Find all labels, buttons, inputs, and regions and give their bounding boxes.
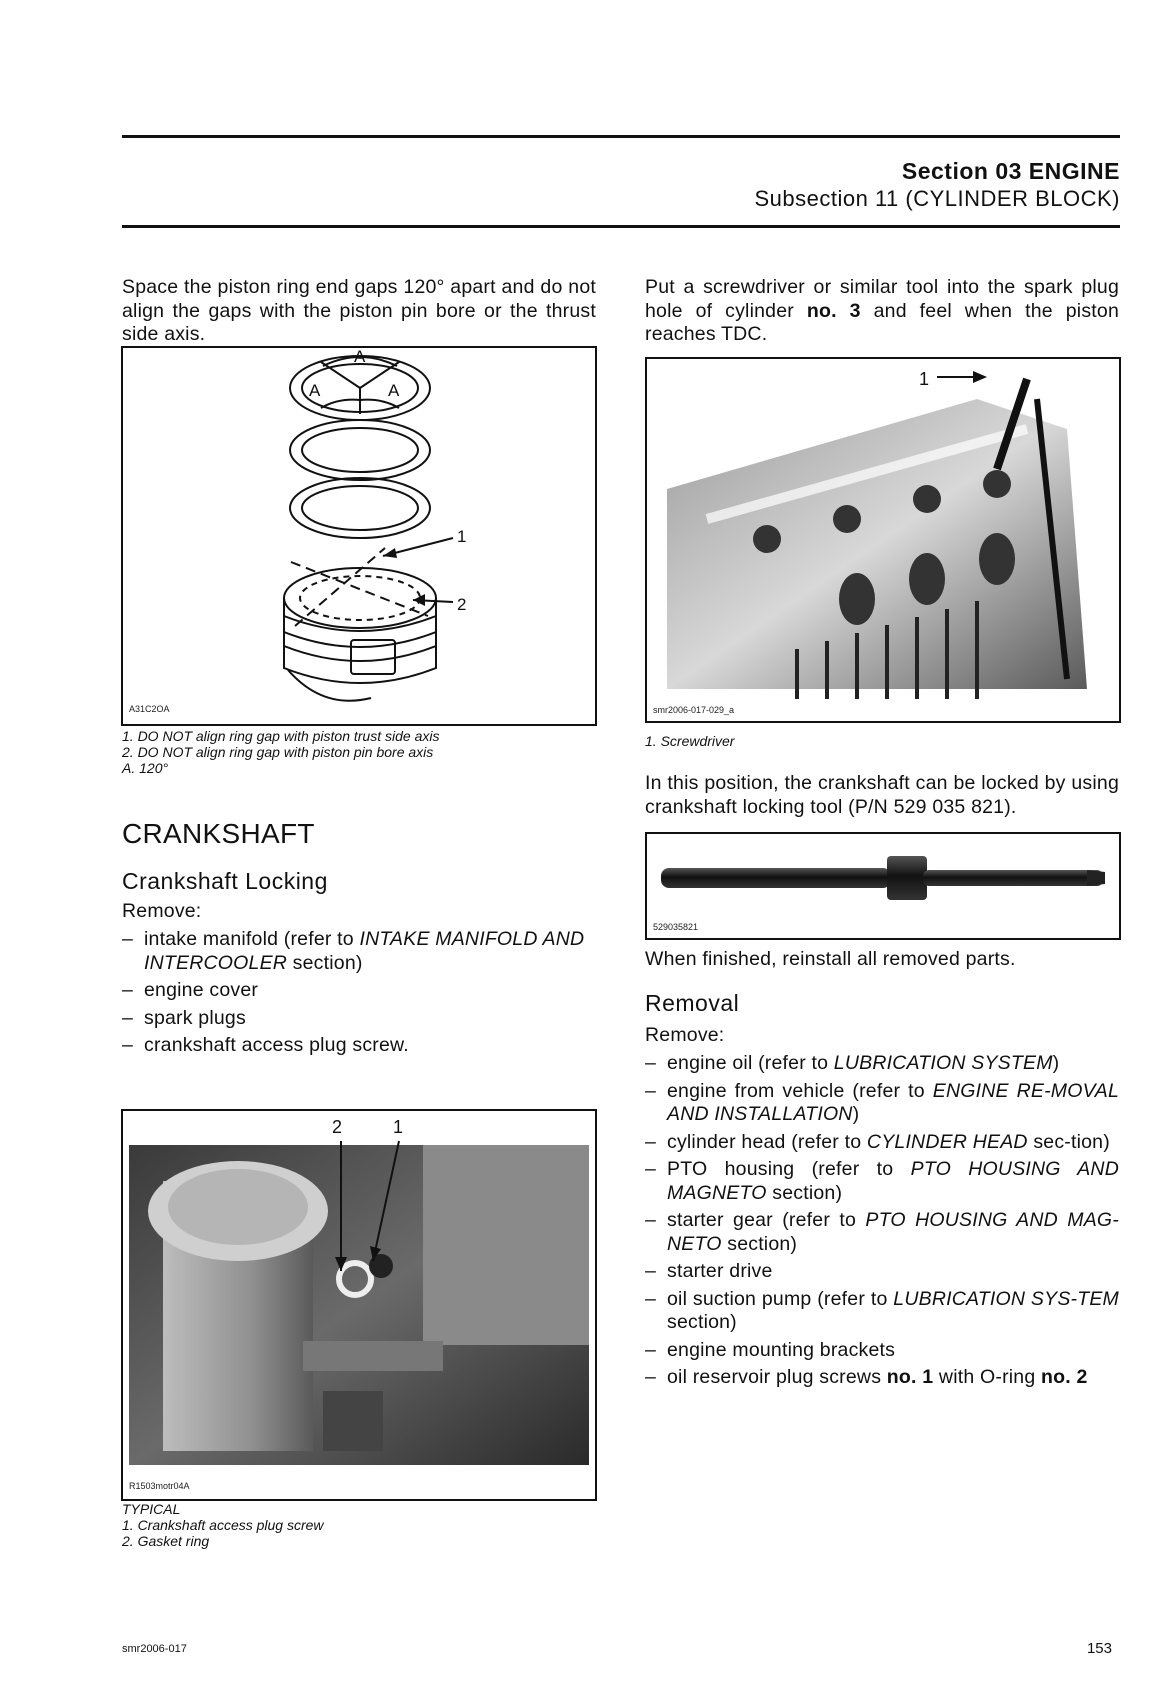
- caption-line: 2. Gasket ring: [122, 1533, 210, 1549]
- page-number: 153: [1086, 1640, 1112, 1657]
- removal-list: [645, 1052, 1119, 1394]
- figure-id: R1503motr04A: [129, 1481, 190, 1491]
- caption-line: A. 120°: [122, 760, 169, 776]
- removal-heading: Removal: [645, 990, 740, 1016]
- list-item: – PTO housing (refer to PTO HOUSING AND MAGNETO section): [645, 1158, 1119, 1205]
- angle-label-a-left: A: [309, 381, 321, 400]
- remove-label: Remove:: [122, 900, 202, 922]
- piston-ring-illustration: [123, 348, 595, 724]
- callout-1: 1: [393, 1117, 404, 1137]
- remove-label: Remove:: [645, 1024, 725, 1046]
- figure-id: A31C2OA: [129, 704, 170, 714]
- caption-title: TYPICAL: [122, 1501, 181, 1517]
- caption-line: 2. DO NOT align ring gap with piston pin bore axis: [122, 744, 434, 760]
- locking-tool-paragraph: In this position, the crankshaft can be locked by using crankshaft locking tool (P/N 529 035 821).: [645, 772, 1119, 818]
- piston-ring-figure: [121, 346, 597, 726]
- list-item: – cylinder head (refer to CYLINDER HEAD sec-tion): [645, 1131, 1119, 1155]
- locking-tool-figure: [645, 832, 1121, 940]
- figure-id: 529035821: [653, 922, 699, 932]
- section-title: Section 03 ENGINE: [901, 158, 1120, 184]
- list-item: – engine from vehicle (refer to ENGINE RE-MOVAL AND INSTALLATION): [645, 1080, 1119, 1127]
- list-item: – oil suction pump (refer to LUBRICATION SYS-TEM section): [645, 1288, 1119, 1335]
- caption-line: 1. Crankshaft access plug screw: [122, 1517, 324, 1533]
- crankshaft-plug-caption: [122, 1501, 324, 1549]
- crankshaft-plug-figure: [121, 1109, 597, 1501]
- locking-remove-list: [122, 928, 596, 1062]
- locking-tool-photo: [647, 834, 1119, 938]
- list-item: – crankshaft access plug screw.: [122, 1034, 596, 1058]
- list-item: – engine oil (refer to LUBRICATION SYSTEM): [645, 1052, 1119, 1076]
- header-top-rule: [122, 135, 1120, 138]
- callout-1: 1: [457, 527, 467, 546]
- header-bottom-rule: [122, 225, 1120, 228]
- list-item: – starter gear (refer to PTO HOUSING AND MAG-NETO section): [645, 1209, 1119, 1256]
- angle-label-a-top: A: [354, 348, 366, 366]
- finished-paragraph: When finished, reinstall all removed parts.: [645, 948, 1016, 970]
- list-item: – spark plugs: [122, 1007, 596, 1031]
- list-item: – engine cover: [122, 979, 596, 1003]
- caption-line: 1. Screwdriver: [645, 733, 735, 749]
- callout-1: 1: [919, 369, 930, 389]
- ring-gap-paragraph: Space the piston ring end gaps 120° apart and do not align the gaps with the piston pin bore or the thrust side axis.: [122, 276, 596, 345]
- engine-photo: [647, 359, 1119, 721]
- crankshaft-heading: CRANKSHAFT: [122, 818, 315, 849]
- piston-figure-caption: [122, 728, 439, 776]
- callout-2: 2: [457, 595, 467, 614]
- crankshaft-locking-heading: Crankshaft Locking: [122, 868, 328, 894]
- list-item: – oil reservoir plug screws no. 1 with O-ring no. 2: [645, 1366, 1119, 1390]
- angle-label-a-right: A: [388, 381, 400, 400]
- screwdriver-figure: [645, 357, 1121, 723]
- document-code: smr2006-017: [122, 1643, 187, 1655]
- list-item: – starter drive: [645, 1260, 1119, 1284]
- list-item: – intake manifold (refer to INTAKE MANIFOLD AND INTERCOOLER section): [122, 928, 596, 975]
- list-item: – engine mounting brackets: [645, 1339, 1119, 1363]
- screwdriver-caption: [645, 733, 734, 749]
- crankshaft-plug-photo: [123, 1111, 595, 1499]
- caption-line: 1. DO NOT align ring gap with piston trust side axis: [122, 728, 440, 744]
- subsection-title: Subsection 11 (CYLINDER BLOCK): [754, 186, 1120, 211]
- callout-2: 2: [332, 1117, 343, 1137]
- screwdriver-paragraph: Put a screwdriver or similar tool into the spark plug hole of cylinder no. 3 and feel when the piston reaches TDC.: [645, 276, 1119, 345]
- figure-id: smr2006-017-029_a: [653, 705, 735, 715]
